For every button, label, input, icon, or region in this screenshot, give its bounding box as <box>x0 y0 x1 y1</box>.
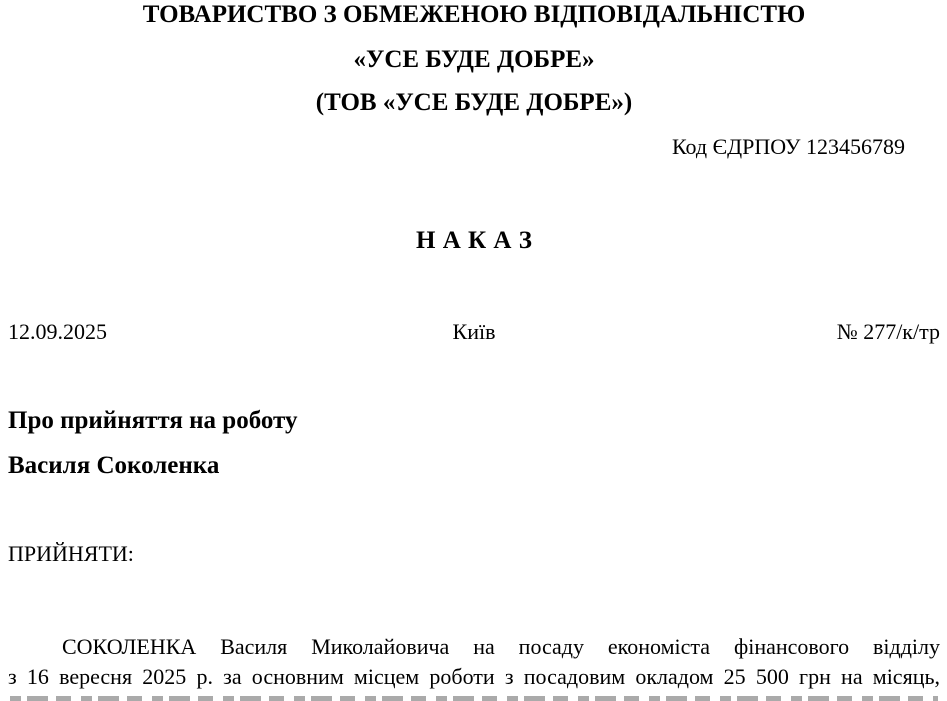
order-meta-row <box>8 319 940 345</box>
directive-keyword: ПРИЙНЯТИ: <box>8 541 134 566</box>
order-city: Київ <box>452 319 496 344</box>
order-number: № 277/к/тр <box>836 319 940 344</box>
cropped-text-line <box>10 696 938 701</box>
edrpou-code: Код ЄДРПОУ 123456789 <box>671 134 905 159</box>
body-paragraph-line-1: СОКОЛЕНКА Василя Миколайовича на посаду економіста фінансового відділу <box>62 634 940 659</box>
body-paragraph-line-2: з 16 вересня 2025 р. за основним місцем роботи з посадовим окладом 25 500 грн на місяць, <box>8 664 940 689</box>
company-short-name-heading: (ТОВ «УСЕ БУДЕ ДОБРЕ») <box>315 89 633 116</box>
company-name-heading: «УСЕ БУДЕ ДОБРЕ» <box>353 46 595 73</box>
order-date: 12.09.2025 <box>8 319 107 344</box>
order-title: Н А К А З <box>416 227 532 254</box>
subject-line-2: Василя Соколенка <box>8 452 220 479</box>
subject-line-1: Про прийняття на роботу <box>8 407 298 434</box>
company-type-heading: ТОВАРИСТВО З ОБМЕЖЕНОЮ ВІДПОВІДАЛЬНІСТЮ <box>142 1 806 28</box>
